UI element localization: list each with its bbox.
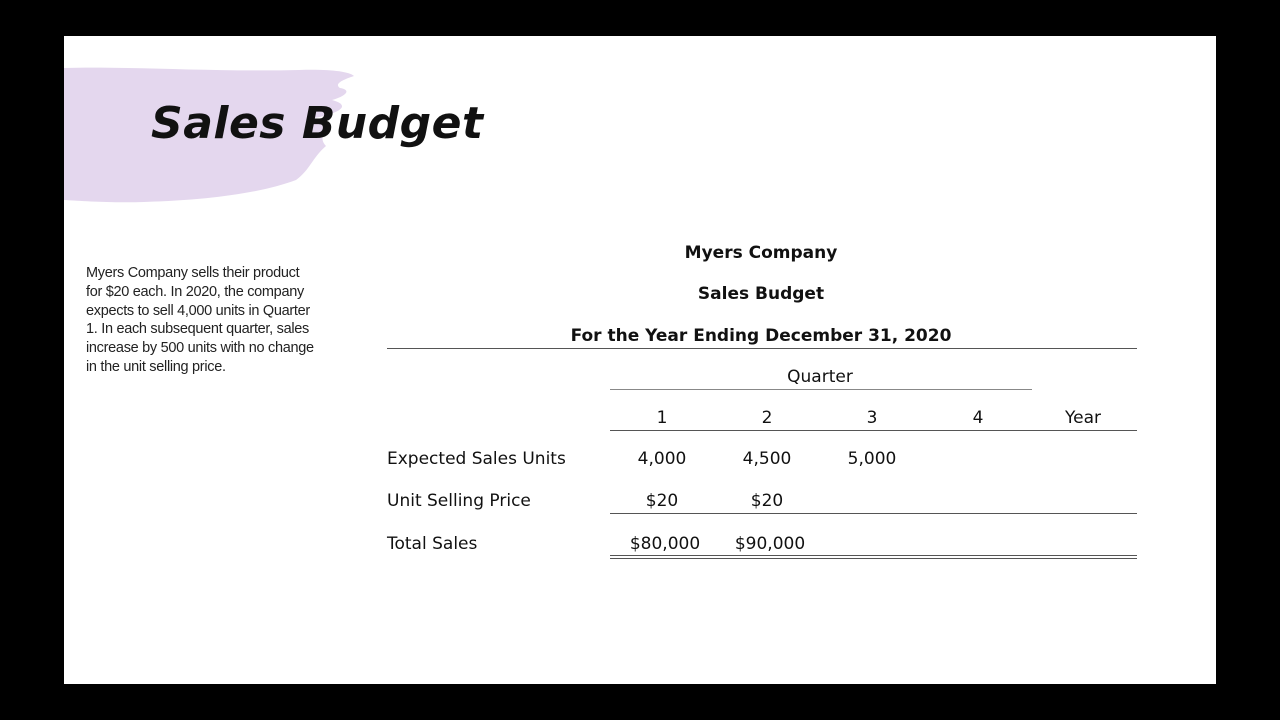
total-double-rule-top (610, 555, 1137, 556)
subtotal-rule (610, 513, 1137, 514)
report-name: Sales Budget (697, 284, 825, 304)
cell-total-q1: $80,000 (629, 534, 701, 554)
slide (64, 36, 1216, 684)
quarter-header: Quarter (787, 367, 853, 387)
column-header-q4: 4 (972, 408, 984, 428)
column-header-q3: 3 (866, 408, 878, 428)
report-period: For the Year Ending December 31, 2020 (570, 326, 952, 346)
column-header-rule (610, 430, 1137, 431)
cell-price-q2: $20 (750, 491, 784, 511)
row-label-unit-price: Unit Selling Price (387, 491, 531, 511)
column-header-q2: 2 (761, 408, 773, 428)
problem-description: Myers Company sells their product for $20 each. In 2020, the company expects to sell 4,000 units in Quarter 1. In each subsequent quarter, sales increase by 500 units with no change in the unit selling price. (86, 265, 314, 375)
company-name: Myers Company (684, 243, 838, 263)
column-header-year: Year (1065, 408, 1101, 428)
cell-units-q1: 4,000 (637, 449, 687, 469)
cell-total-q2: $90,000 (734, 534, 806, 554)
header-rule (387, 348, 1137, 349)
column-header-q1: 1 (656, 408, 668, 428)
cell-units-q2: 4,500 (742, 449, 792, 469)
row-label-total-sales: Total Sales (387, 534, 478, 554)
cell-units-q3: 5,000 (847, 449, 897, 469)
cell-price-q1: $20 (645, 491, 679, 511)
quarter-rule (610, 389, 1032, 390)
slide-title: Sales Budget (151, 98, 484, 149)
row-label-expected-units: Expected Sales Units (387, 449, 566, 469)
total-double-rule-bottom (610, 558, 1137, 559)
